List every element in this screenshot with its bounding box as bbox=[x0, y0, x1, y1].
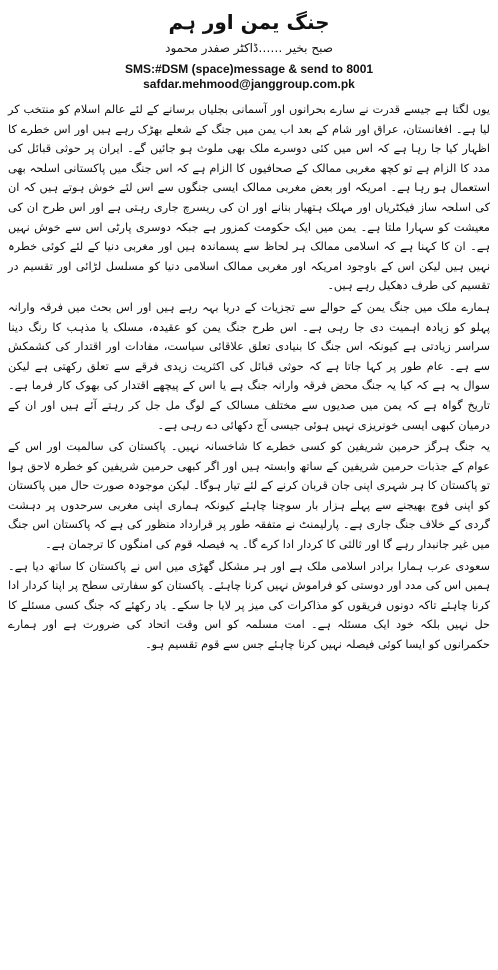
paragraph: یہ جنگ ہرگز حرمین شریفین کو کسی خطرے کا شاخسانہ نہیں۔ پاکستان کی سالمیت اور اس کے عوام کے جذبات حرمین شریفین کے ساتھ وابستہ ہیں اور اگر کبھی حرمین شریفین کو خطرہ لاحق ہوا تو پاکستان کا ہر شہری اپنی جان قربان کرنے کے لئے تیار ہوگا۔ لیکن موجودہ صورت حال میں پاکستان کو اپنی فوج بھیجنے سے پہلے ہزار بار سوچنا چاہئے کیونکہ ہماری اپنی مغربی سرحدوں پر دہشت گردی کے خلاف جنگ جاری ہے۔ پارلیمنٹ نے متفقہ طور پر قرارداد منظور کی ہے کہ پاکستان اس جنگ میں غیر جانبدار رہے گا اور ثالثی کا کردار ادا کرے گا۔ یہ فیصلہ قوم کی امنگوں کا ترجمان ہے۔ bbox=[8, 440, 490, 552]
byline: صبح بخیر ……ڈاکٹر صفدر محمود bbox=[165, 41, 333, 55]
sms-line: SMS:#DSM (space)message & send to 8001 bbox=[124, 62, 374, 76]
column-header bbox=[8, 10, 490, 92]
paragraph: سعودی عرب ہمارا برادر اسلامی ملک ہے اور ہر مشکل گھڑی میں اس نے پاکستان کا ساتھ دیا ہے۔ ہمیں اس کی مدد اور دوستی کو فراموش نہیں کرنا چاہئے۔ پاکستان کو سفارتی سطح پر اپنا کردار ادا کرنا چاہئے تاکہ دونوں فریقوں کو مذاکرات کی میز پر لایا جا سکے۔ یاد رکھئے کہ جنگ کسی مسئلے کا حل نہیں بلکہ خود ایک مسئلہ ہے۔ امت مسلمہ کو اس وقت اتحاد کی ضرورت ہے اور ہمارے حکمرانوں کو ایسا کوئی فیصلہ نہیں کرنا چاہئے جس سے قوم تقسیم ہو۔ bbox=[8, 559, 490, 652]
author-email: safdar.mehmood@janggroup.com.pk bbox=[143, 77, 355, 91]
article-title: جنگ یمن اور ہم bbox=[168, 10, 330, 34]
paragraph: ہمارے ملک میں جنگ یمن کے حوالے سے تجزیات کے دریا بہہ رہے ہیں اور اس بحث میں فرقہ وارانہ پہلو کو زیادہ اہمیت دی جا رہی ہے۔ اس طرح جنگ یمن کو عقیدہ، مسلک یا مذہب کا رنگ دینا سراسر زیادتی ہے کیونکہ اس جنگ کا بنیادی تعلق علاقائی سیاست، مفادات اور اقتدار کی کشمکش سے ہے۔ عام طور پر کہا جاتا ہے کہ حوثی قبائل کی اکثریت زیدی فرقے سے تعلق رکھتی ہے لیکن سوال یہ ہے کہ کیا یہ جنگ محض فرقہ وارانہ جنگ ہے یا اس کے پیچھے اقتدار کی بھوک کار فرما ہے۔ تاریخ گواہ ہے کہ یمن میں صدیوں سے مختلف مسالک کے لوگ مل جل کر رہتے آئے ہیں اور ان کے درمیان کبھی ایسی خونریزی نہیں ہوئی جیسی آج دکھائی دے رہی ہے۔ bbox=[8, 300, 490, 432]
article-body bbox=[8, 100, 490, 655]
paragraph: یوں لگتا ہے جیسے قدرت نے سارے بحرانوں اور آسمانی بجلیاں برسانے کے لئے عالم اسلام کو منتخب کر لیا ہے۔ افغانستان، عراق اور شام کے بعد اب یمن میں جنگ کے شعلے بھڑک رہے ہیں اور اس خطرے کا اظہار کیا جا رہا ہے کہ اس میں کئی دوسرے ملک بھی ملوث ہو جائیں گے۔ ایران پر حوثی قبائل کی مدد کا الزام ہے تو کچھ مغربی ممالک کے صحافیوں کا الزام ہے کہ اس جنگ میں پاکستانی اسلحہ بھی استعمال ہو رہا ہے۔ امریکہ اور بعض مغربی ممالک ایسی جنگوں سے اس لئے خوش ہوتے ہیں کہ ان کی اسلحہ ساز فیکٹریاں اور مہلک ہتھیار بنانے اور ان کی ریسرچ جاری رہتی ہے اور اس طرح ان کی معیشت کو سہارا ملتا ہے۔ یمن میں ایک حکومت کمزور ہے جبکہ دوسری پارٹی اس سے خوش نہیں ہے۔ ان کا کہنا ہے کہ اسلامی ممالک ہر لحاظ سے پسماندہ ہیں اور مغربی دنیا کے لئے کوئی خطرہ نہیں ہیں لیکن اس کے باوجود امریکہ اور مغربی ممالک اسلامی دنیا کو مسلسل لڑائی اور تقسیم در تقسیم کی طرف دھکیل رہے ہیں۔ bbox=[8, 103, 490, 293]
